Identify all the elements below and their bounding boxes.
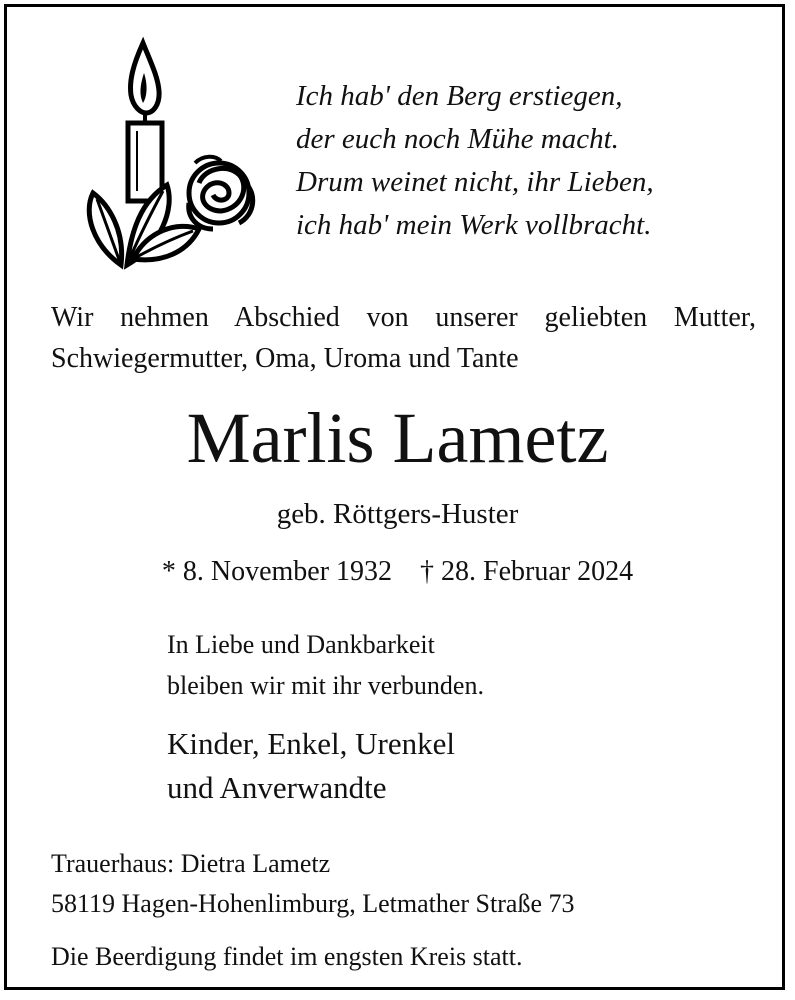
burial-note: Die Beerdigung findet im engsten Kreis statt. [51, 942, 523, 971]
mourners-line: Kinder, Enkel, Urenkel [167, 726, 455, 761]
address-line: 58119 Hagen-Hohenlimburg, Letmather Straße 73 [51, 889, 575, 918]
memorial-poem [296, 75, 654, 247]
poem-line: der euch noch Mühe macht. [296, 123, 619, 155]
mourners-signature [167, 722, 455, 810]
life-dates [7, 552, 788, 592]
death-date: † 28. Februar 2024 [420, 556, 634, 587]
poem-line: ich hab' mein Werk vollbracht. [296, 209, 652, 241]
closing-line: bleiben wir mit ihr verbunden. [167, 671, 484, 700]
poem-line: Ich hab' den Berg erstiegen, [296, 80, 623, 112]
closing-line: In Liebe und Dankbarkeit [167, 630, 435, 659]
mourners-line: und Anverwandte [167, 770, 387, 805]
obituary-frame [4, 4, 785, 990]
candle-with-rose-icon [71, 33, 261, 273]
closing-text [167, 624, 484, 706]
deceased-name: Marlis Lametz [186, 398, 609, 478]
intro-line: Wir nehmen Abschied von unserer geliebten Mutter, [51, 302, 756, 333]
intro-line: Schwiegermutter, Oma, Uroma und Tante [51, 343, 519, 374]
maiden-name: geb. Röttgers-Huster [276, 498, 519, 530]
poem-line: Drum weinet nicht, ihr Lieben, [296, 166, 654, 198]
trauerhaus-line: Trauerhaus: Dietra Lametz [51, 849, 331, 878]
birth-date: * 8. November 1932 [161, 556, 393, 587]
trauerhaus-address [51, 844, 574, 924]
intro-text [51, 297, 756, 379]
